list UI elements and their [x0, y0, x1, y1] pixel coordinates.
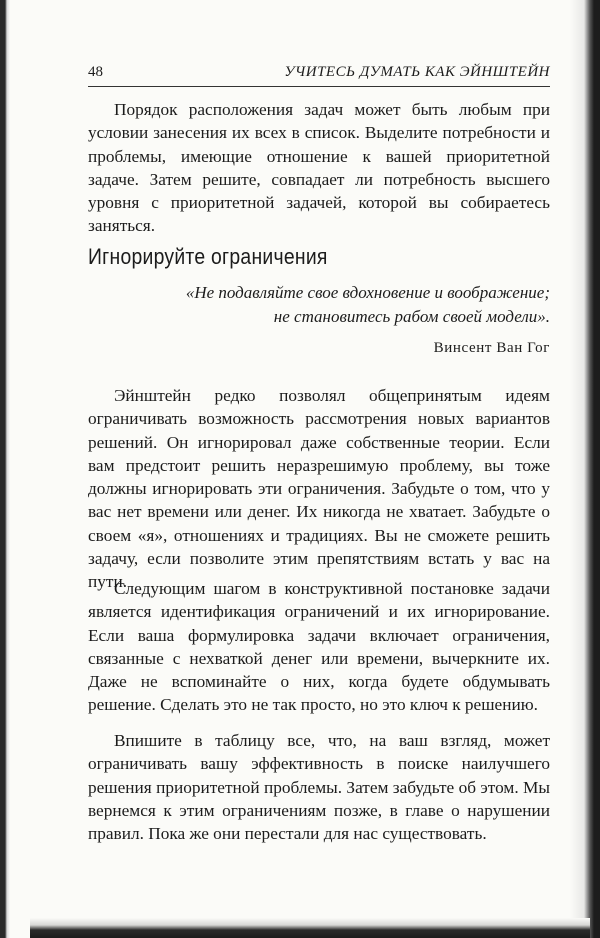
paragraph: Порядок расположения задач может быть любым при условии занесения их всех в список. Выделите потребности и проблемы, имеющие отношение к вашей приоритетной задаче. Затем решите, совпадает ли потребность высшего уровня с приоритетной задачей, которой вы собираетесь заняться. — [88, 100, 550, 236]
epigraph-line: «Не подавляйте свое вдохновение и воображение; — [185, 283, 550, 302]
body-text-top — [88, 98, 550, 238]
body-text — [88, 577, 550, 717]
scan-bottom-edge — [30, 918, 590, 938]
section-heading: Игнорируйте ограничения — [88, 244, 328, 269]
scan-right-edge — [570, 0, 600, 938]
epigraph-line: не становитесь рабом своей модели». — [273, 307, 550, 326]
page-number: 48 — [88, 64, 103, 80]
running-title: УЧИТЕСЬ ДУМАТЬ КАК ЭЙНШТЕЙН — [284, 64, 550, 80]
paragraph: Эйнштейн редко позволял общепринятым идеям ограничивать возможность рассмотрения новых вариантов решений. Он игнорировал даже собственные теории. Если вам предстоит решить неразрешимую проблему, вы тоже должны игнорировать эти ограничения. Забудьте о том, что у вас нет времени или денег. Их никогда не хватает. Забудьте о своем «я», отношениях и традициях. Вы не сможете решить задачу, если позволите этим препятствиям встать у вас на пути. — [88, 386, 550, 592]
epigraph-author: Винсент Ван Гог — [433, 340, 550, 356]
epigraph — [150, 281, 550, 329]
body-text — [88, 729, 550, 845]
body-text — [88, 384, 550, 594]
paragraph: Впишите в таблицу все, что, на ваш взгляд, может ограничивать вашу эффективность в поиске наилучшего решения приоритетной проблемы. Затем забудьте об этом. Мы вернемся к этим ограничениям позже, в главе о нарушении правил. Пока же они перестали для нас существовать. — [88, 731, 550, 844]
header-rule — [88, 86, 550, 87]
page-header — [88, 64, 550, 81]
scan-left-edge — [0, 0, 10, 938]
paragraph: Следующим шагом в конструктивной постановке задачи является идентификация ограничений и их игнорирование. Если ваша формулировка задачи включает ограничения, связанные с нехваткой денег или времени, вычеркните их. Даже не вспоминайте о них, когда будете обдумывать решение. Сделать это не так просто, но это ключ к решению. — [88, 579, 550, 715]
